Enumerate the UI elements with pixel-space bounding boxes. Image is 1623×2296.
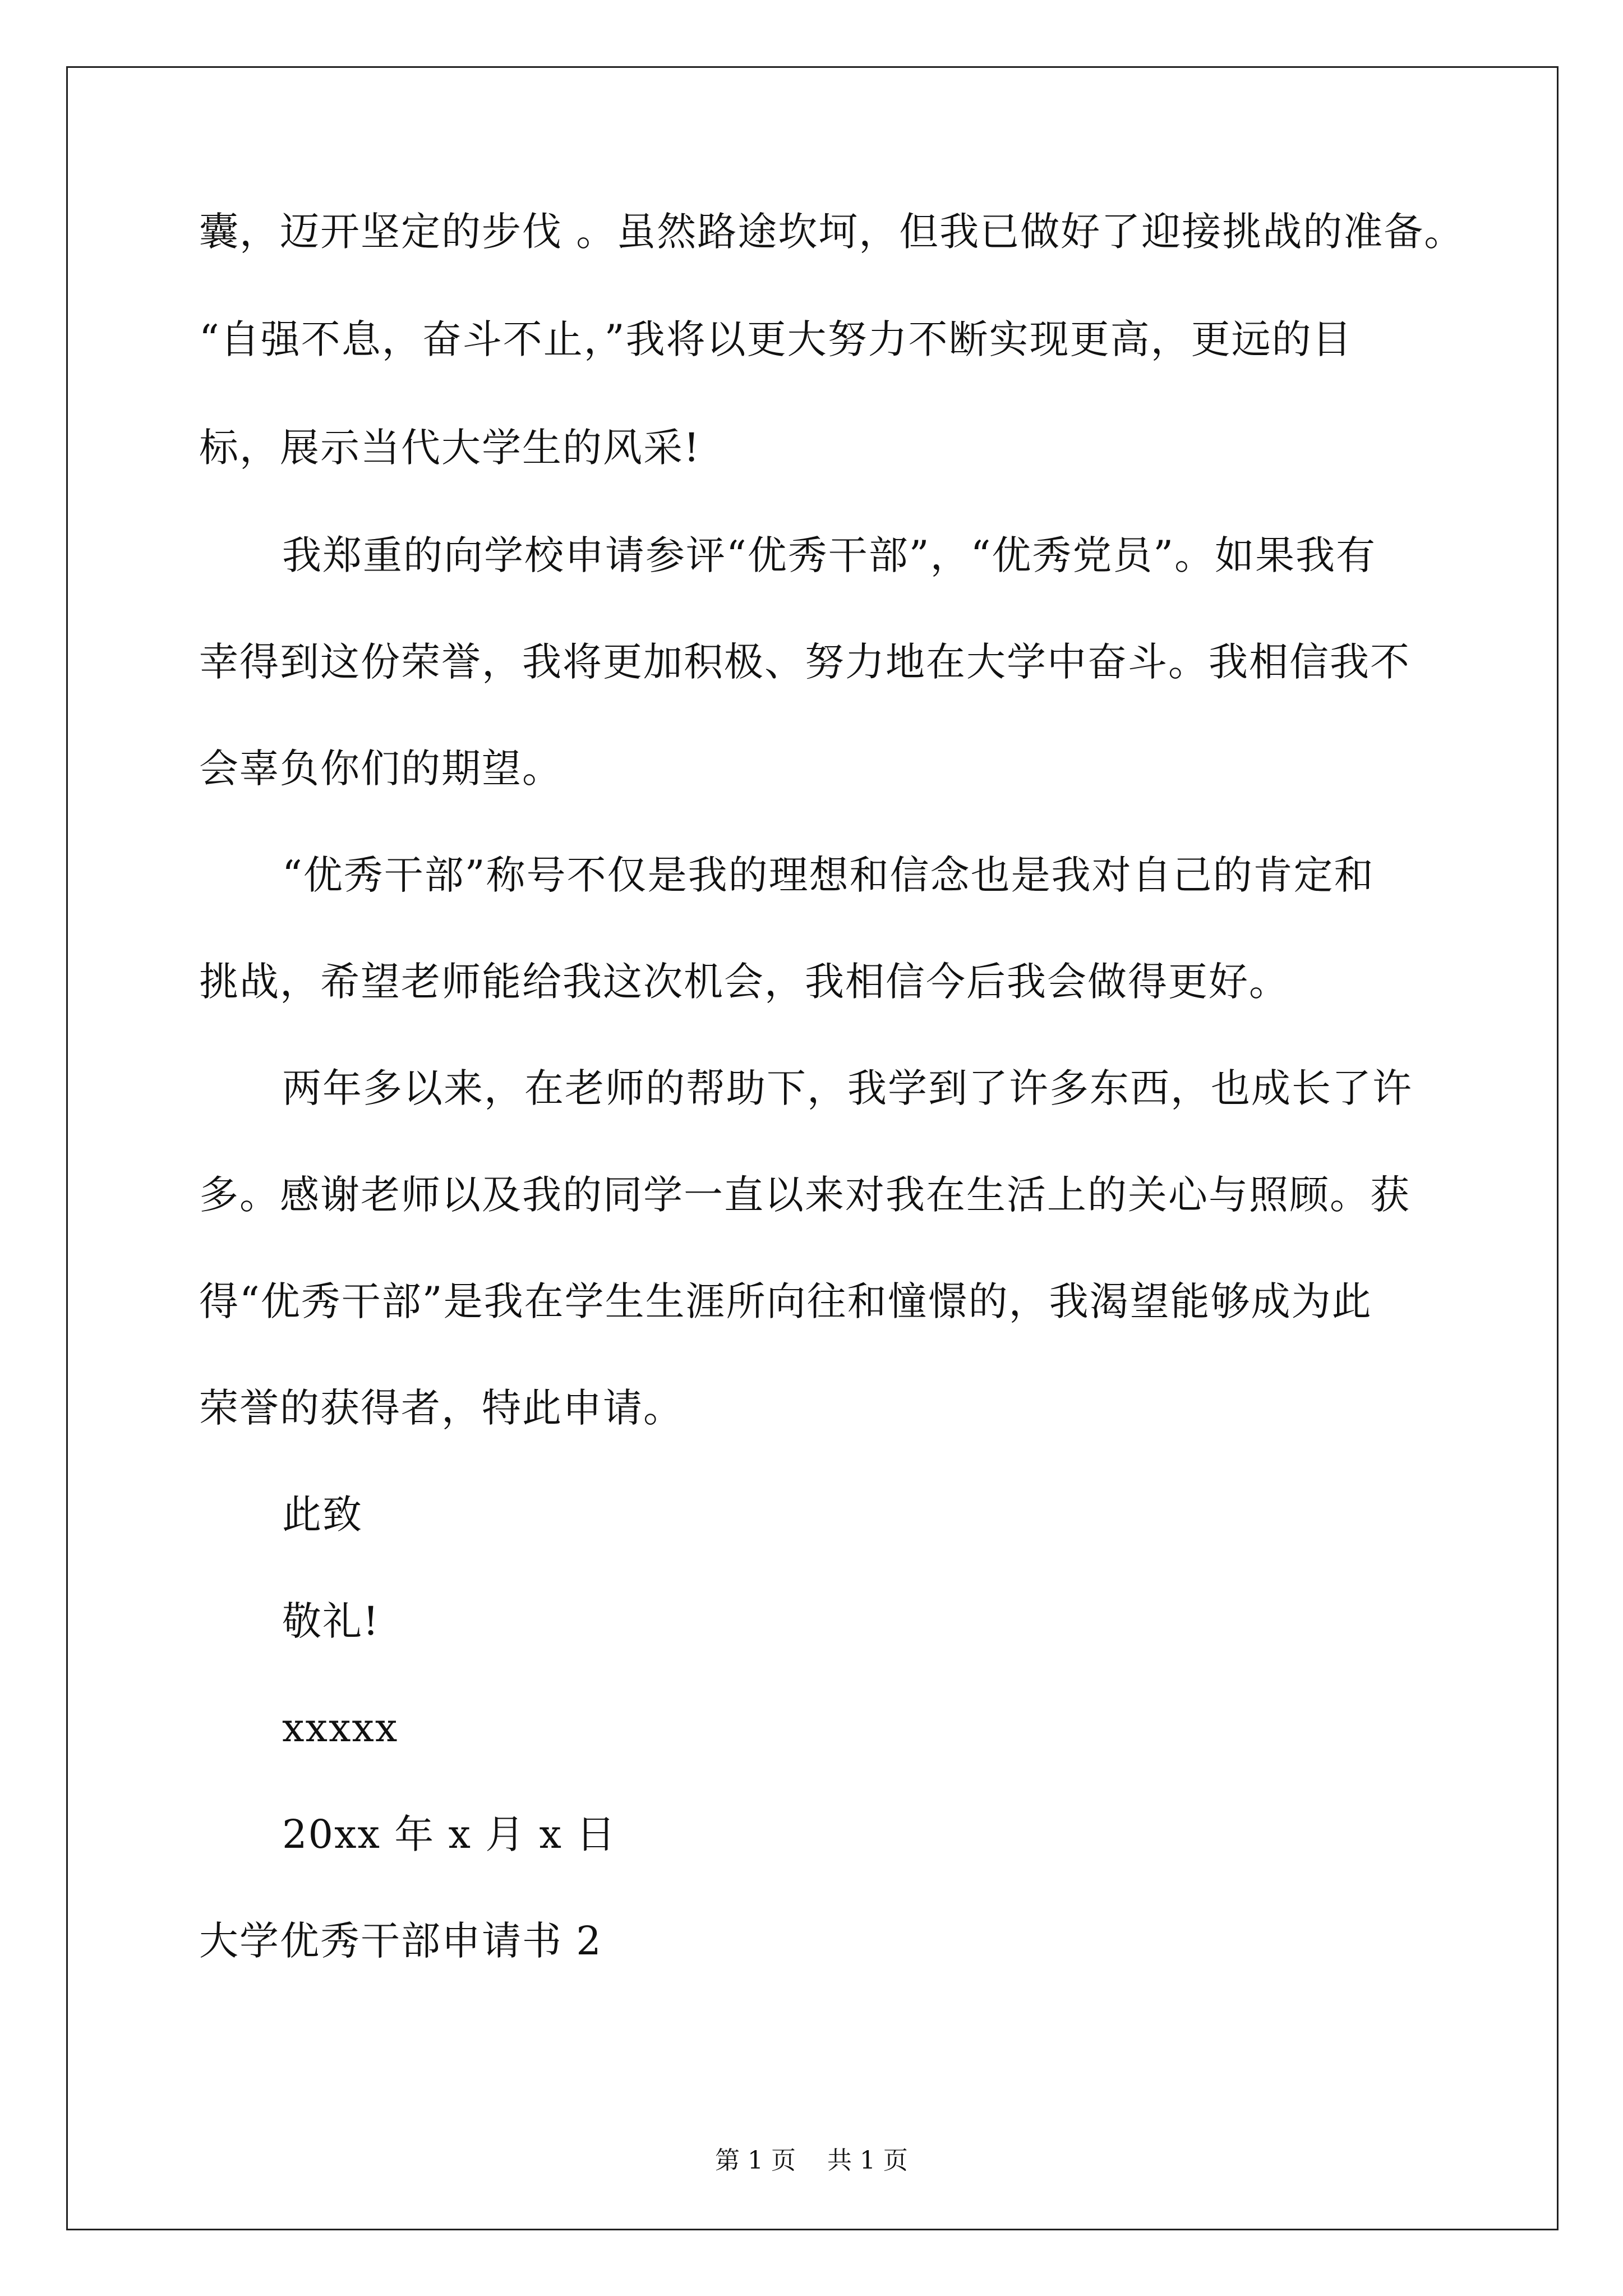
signature-line: xxxxx	[282, 1705, 399, 1751]
date-line: 20xx 年 x 月 x 日	[282, 1811, 617, 1857]
body-line-12: 荣誉的获得者，特此申请。	[199, 1385, 684, 1431]
body-line-9: 两年多以来，在老师的帮助下，我学到了许多东西，也成长了许	[282, 1065, 1413, 1111]
page-footer: 第 1 页 共 1 页	[715, 2146, 908, 2175]
body-line-7: “优秀干部”称号不仅是我的理想和信念也是我对自己的肯定和	[282, 852, 1375, 898]
body-line-6: 会辜负你们的期望。	[199, 746, 562, 792]
salutation-line: 敬礼!	[282, 1598, 380, 1644]
section-heading: 大学优秀干部申请书 2	[199, 1918, 602, 1964]
body-line-2: “自强不息，奋斗不止，”我将以更大努力不断实现更高，更远的目	[199, 316, 1353, 362]
body-line-3: 标，展示当代大学生的风采!	[199, 425, 701, 471]
closing-line: 此致	[282, 1492, 363, 1538]
body-line-11: 得“优秀干部”是我在学生生涯所向往和憧憬的，我渴望能够成为此	[199, 1278, 1372, 1324]
body-line-8: 挑战，希望老师能给我这次机会，我相信今后我会做得更好。	[199, 959, 1289, 1005]
body-line-5: 幸得到这份荣誉，我将更加积极、努力地在大学中奋斗。我相信我不	[199, 639, 1410, 685]
body-line-4: 我郑重的向学校申请参评“优秀干部”，“优秀党员”。如果我有	[282, 532, 1377, 578]
page-border	[66, 66, 1559, 2230]
body-line-10: 多。感谢老师以及我的同学一直以来对我在生活上的关心与照顾。获	[199, 1172, 1410, 1218]
body-line-1: 囊，迈开坚定的步伐 。虽然路途坎坷，但我已做好了迎接挑战的准备。	[199, 209, 1465, 255]
